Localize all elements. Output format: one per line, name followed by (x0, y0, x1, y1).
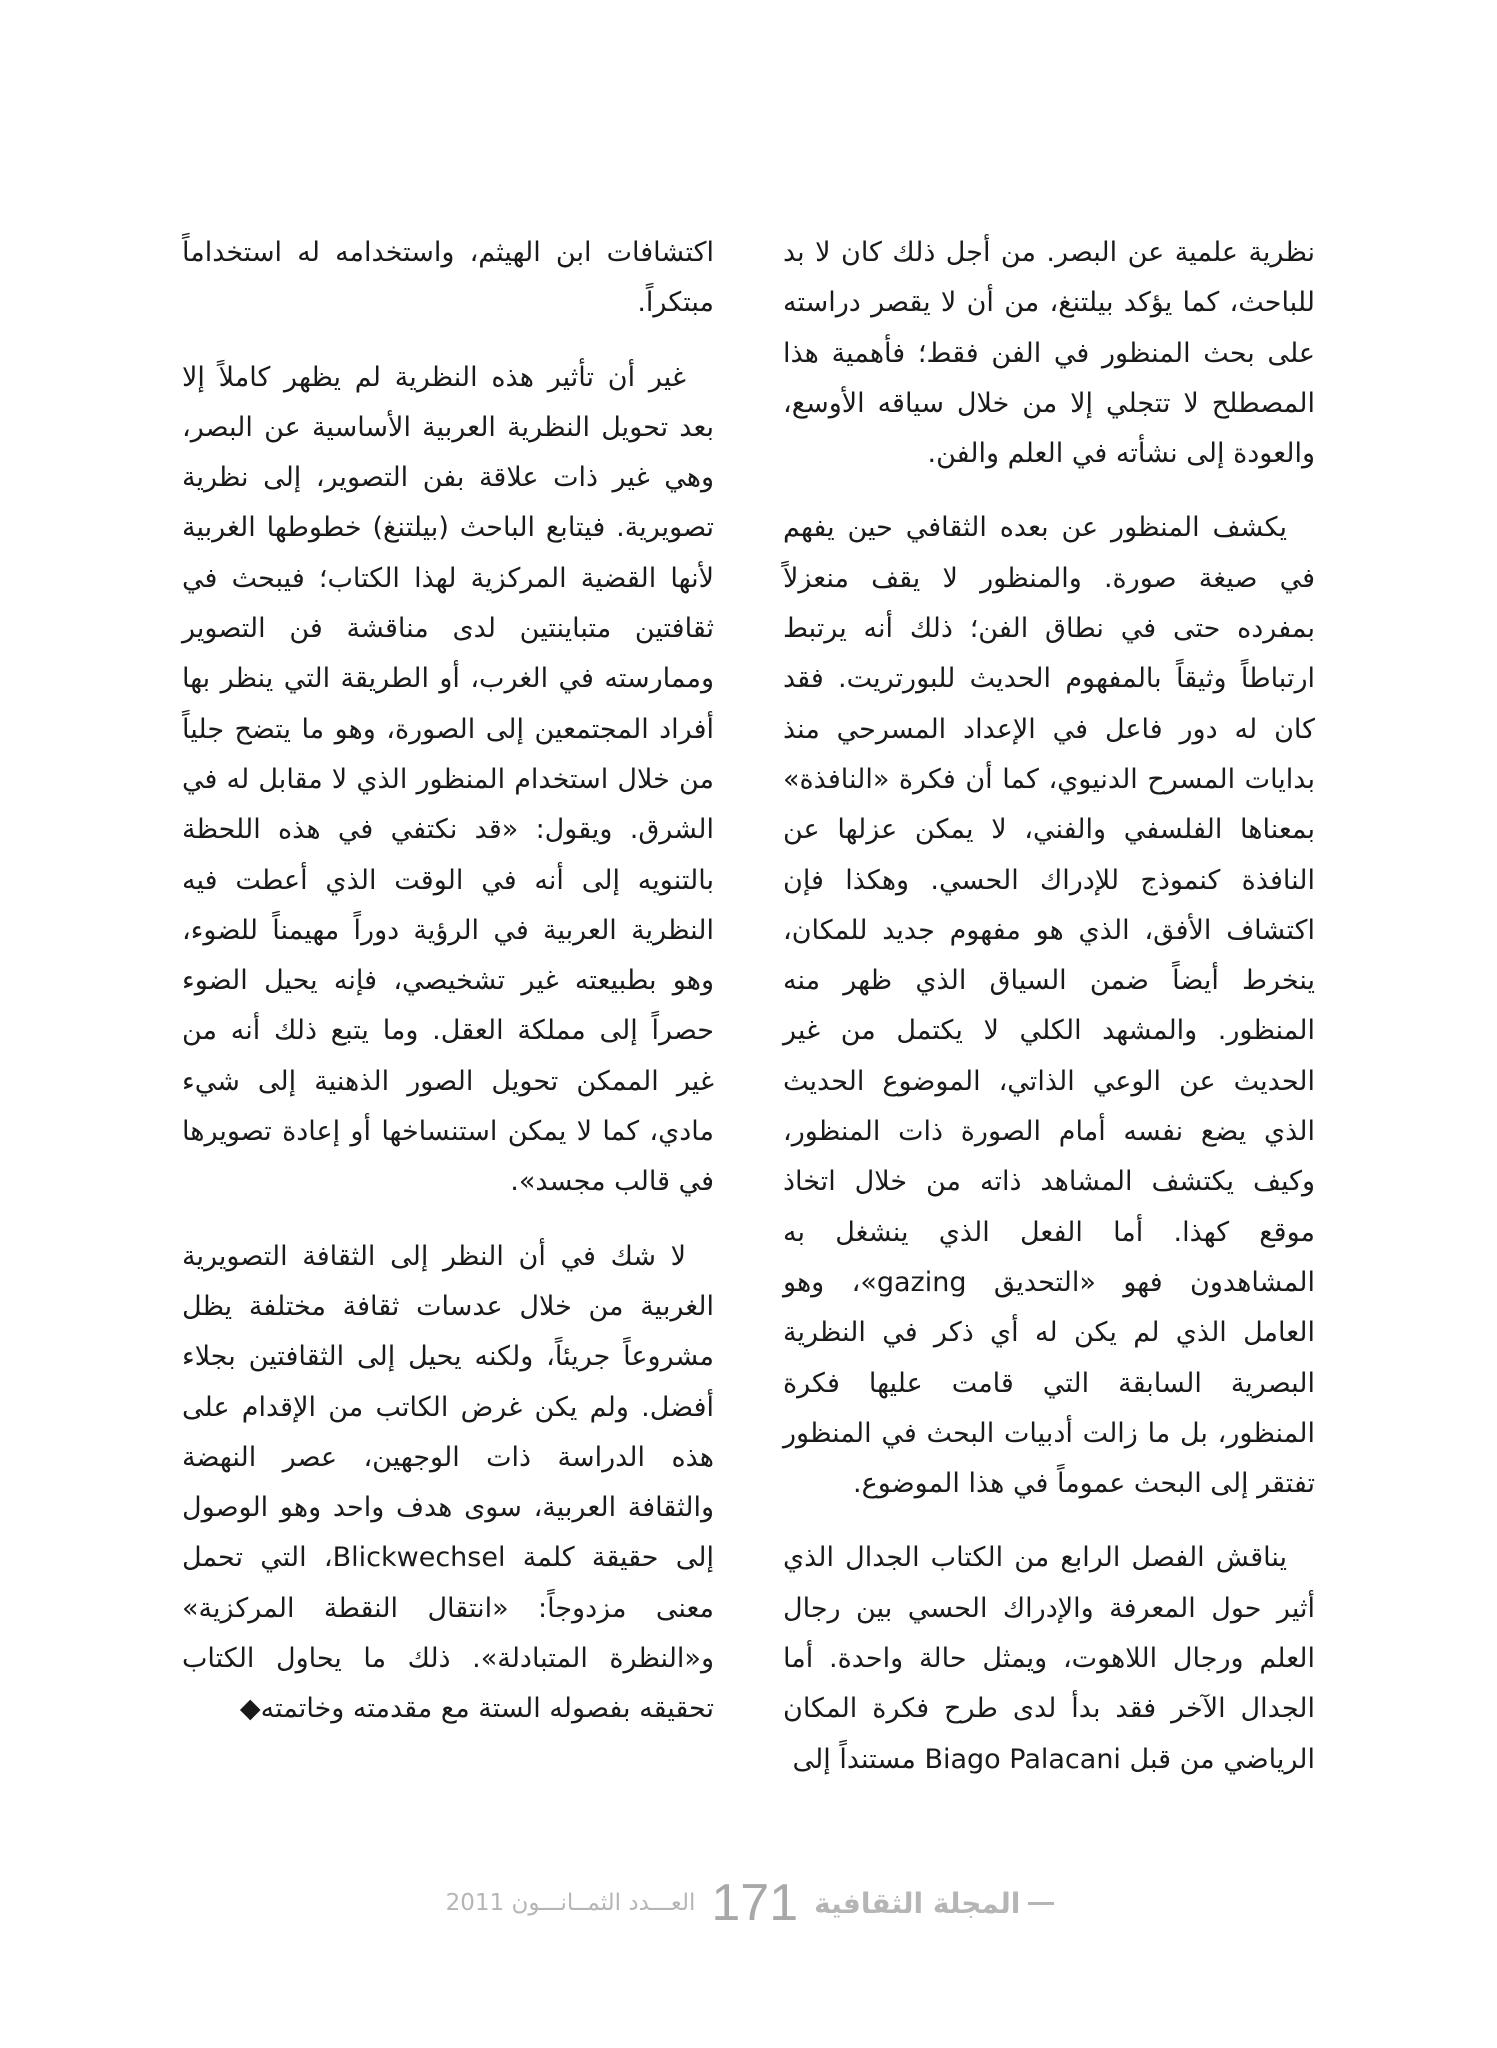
article-column-left (182, 228, 714, 1759)
paragraph: غير أن تأثير هذه النظرية لم يظهر كاملاً إلا بعد تحويل النظرية العربية الأساسية عن البصر، وهي غير ذات علاقة بفن التصوير، إلى نظرية تصويرية. فيتابع الباحث (بيلتنغ) خطوطها الغربية لأنها القضية المركزية لهذا الكتاب؛ فيبحث في ثقافتين متباينتين لدى مناقشة فن التصوير وممارسته في الغرب، أو الطريقة التي ينظر بها أفراد المجتمعين إلى الصورة، وهو ما يتضح جلياً من خلال استخدام المنظور الذي لا مقابل له في الشرق. ويقول: «قد نكتفي في هذه اللحظة بالتنويه إلى أنه في الوقت الذي أعطت فيه النظرية العربية في الرؤية دوراً مهيمناً للضوء، وهو بطبيعته غير تشخيصي، فإنه يحيل الضوء حصراً إلى مملكة العقل. وما يتبع ذلك أنه من غير الممكن تحويل الصور الذهنية إلى شيء مادي، كما لا يمكن استنساخها أو إعادة تصويرها في قالب مجسد». (182, 361, 714, 1198)
footer-rule (1028, 1902, 1054, 1905)
page-number: 171 (711, 1874, 799, 1932)
paragraph: يكشف المنظور عن بعده الثقافي حين يفهم في صيغة صورة. والمنظور لا يقف منعزلاً بمفرده حتى في نطاق الفن؛ ذلك أنه يرتبط ارتباطاً وثيقاً بالمفهوم الحديث للبورتريت. فقد كان له دور فاعل في الإعداد المسرحي منذ بدايات المسرح الدنيوي، كما أن فكرة «النافذة» بمعناها الفلسفي والفني، لا يمكن عزلها عن النافذة كنموذج للإدراك الحسي. وهكذا فإن اكتشاف الأفق، الذي هو مفهوم جديد للمكان، ينخرط أيضاً ضمن السياق الذي ظهر منه المنظور. والمشهد الكلي لا يكتمل من غير الحديث عن الوعي الذاتي، الموضوع الحديث الذي يضع نفسه أمام الصورة ذات المنظور، وكيف يكتشف المشاهد ذاته من خلال اتخاذ موقع كهذا. أما الفعل الذي ينشغل به المشاهدون فهو «التحديق gazing»، وهو العامل الذي لم يكن له أي ذكر في النظرية البصرية السابقة التي قامت عليها فكرة المنظور، بل ما زالت أدبيات البحث في المنظور تفتقر إلى البحث عموماً في هذا الموضوع. (783, 512, 1315, 1500)
issue-label: العـــدد الثمــانـــون 2011 (445, 1890, 696, 1916)
article-column-right (783, 228, 1315, 1809)
paragraph: نظرية علمية عن البصر. من أجل ذلك كان لا بد للباحث، كما يؤكد بيلتنغ، من أن لا يقصر دراسته على بحث المنظور في الفن فقط؛ فأهمية هذا المصطلح لا تتجلي إلا من خلال سياقه الأوسع، والعودة إلى نشأته في العلم والفن. (783, 237, 1315, 470)
paragraph: يناقش الفصل الرابع من الكتاب الجدال الذي أثير حول المعرفة والإدراك الحسي بين رجال العلم ورجال اللاهوت، ويمثل حالة واحدة. أما الجدال الآخر فقد بدأ لدى طرح فكرة المكان الرياضي من قبل Biago Palacani مستنداً إلى (783, 1542, 1315, 1775)
paragraph: لا شك في أن النظر إلى الثقافة التصويرية الغربية من خلال عدسات ثقافة مختلفة يظل مشروعاً جريئاً، ولكنه يحيل إلى الثقافتين بجلاء أفضل. ولم يكن غرض الكاتب من الإقدام على هذه الدراسة ذات الوجهين، عصر النهضة والثقافة العربية، سوى هدف واحد وهو الوصول إلى حقيقة كلمة Blickwechsel، التي تحمل معنى مزدوجاً: «انتقال النقطة المركزية» و«النظرة المتبادلة». ذلك ما يحاول الكتاب تحقيقه بفصوله الستة مع مقدمته وخاتمته◆ (182, 1240, 714, 1725)
magazine-name: المجلة الثقافية (814, 1886, 1021, 1920)
page-footer (430, 1873, 1070, 1933)
paragraph: اكتشافات ابن الهيثم، واستخدامه له استخداماً مبتكراً. (182, 237, 714, 319)
